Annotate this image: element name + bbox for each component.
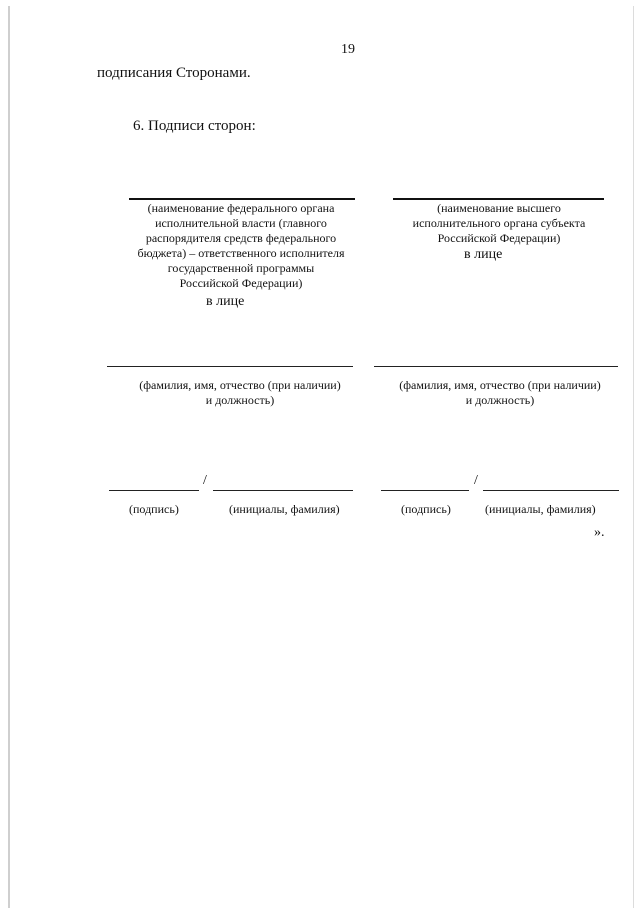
left-org-caption-line: Российской Федерации) (179, 276, 303, 290)
left-org-caption-line: бюджета) – ответственного исполнителя (137, 246, 345, 260)
closing-quote: ». (594, 525, 605, 540)
right-org-caption-line: (наименование высшего (437, 201, 561, 215)
document-page (8, 6, 634, 908)
right-person-caption-line: и должность) (465, 393, 535, 407)
right-person-line (374, 366, 618, 367)
left-slash: / (203, 473, 207, 488)
right-org-caption-line: Российской Федерации) (437, 231, 561, 245)
left-org-caption-line: (наименование федерального органа (147, 201, 335, 215)
left-org-line (129, 198, 355, 200)
page-number: 19 (341, 42, 355, 57)
right-signature-line (381, 490, 469, 491)
right-slash: / (474, 473, 478, 488)
right-initials-label: (инициалы, фамилия) (485, 502, 596, 516)
right-initials-line (483, 490, 619, 491)
left-person-caption (107, 378, 373, 408)
right-person-caption-line: (фамилия, имя, отчество (при наличии) (399, 378, 601, 392)
left-initials-line (213, 490, 353, 491)
section-heading: 6. Подписи сторон: (133, 118, 256, 134)
right-org-caption (374, 201, 624, 246)
left-signature-line (109, 490, 199, 491)
right-v-lice: в лице (464, 247, 503, 262)
left-org-caption (107, 201, 375, 291)
intro-text: подписания Сторонами. (97, 65, 251, 81)
left-initials-label: (инициалы, фамилия) (229, 502, 340, 516)
right-org-line (393, 198, 604, 200)
left-person-caption-line: (фамилия, имя, отчество (при наличии) (139, 378, 341, 392)
left-person-line (107, 366, 353, 367)
left-signature-label: (подпись) (129, 502, 179, 516)
left-org-caption-line: исполнительной власти (главного (155, 216, 327, 230)
right-person-caption (376, 378, 624, 408)
left-v-lice: в лице (206, 294, 245, 309)
left-person-caption-line: и должность) (205, 393, 275, 407)
left-org-caption-line: государственной программы (167, 261, 315, 275)
right-signature-label: (подпись) (401, 502, 451, 516)
right-org-caption-line: исполнительного органа субъекта (412, 216, 586, 230)
left-org-caption-line: распорядителя средств федерального (145, 231, 337, 245)
